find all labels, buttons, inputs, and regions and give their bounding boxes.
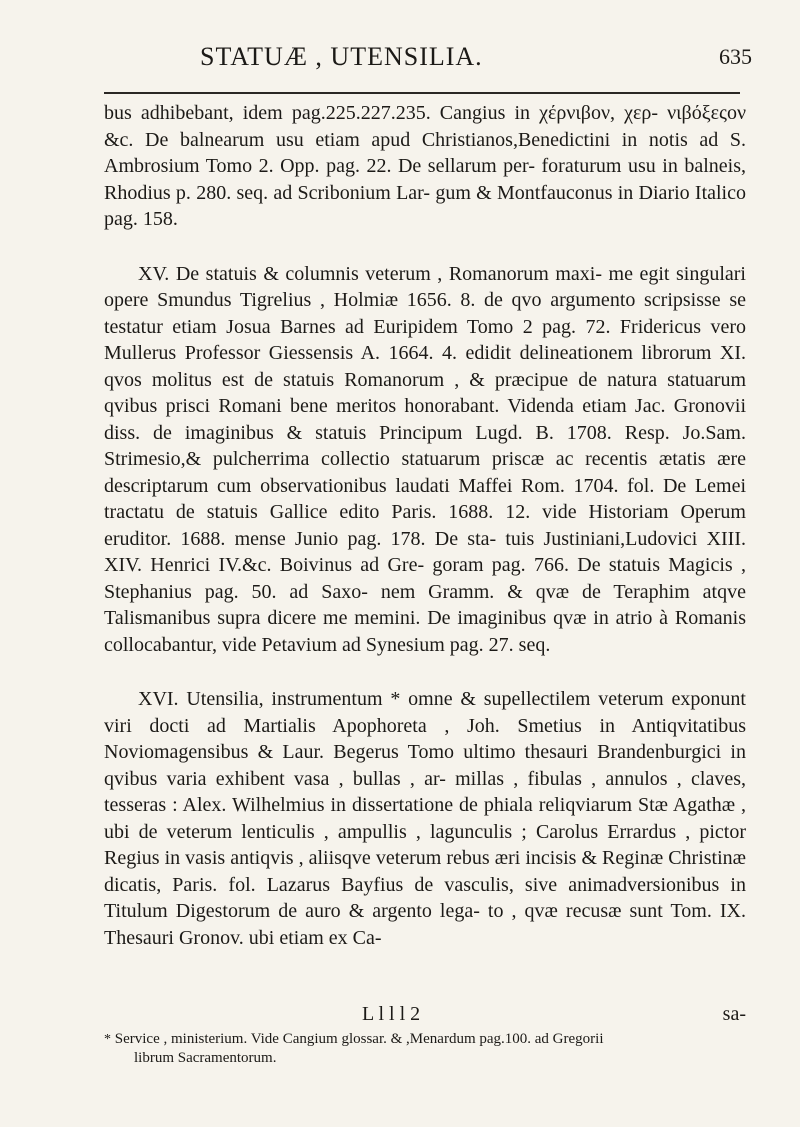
page-header	[90, 42, 760, 82]
running-title: STATUÆ , UTENSILIA.	[200, 42, 483, 71]
footnote	[104, 1030, 746, 1068]
paragraph-xv-statues: XV. De statuis & columnis veterum , Romanorum maxi- me egit singulari opere Smundus Tigrelius , Holmiæ 1656. 8. de qvo argumento scripsisse se testatur etiam Josua Barnes ad Euripidem Tomo 2 pag. 72. Fridericus vero Mullerus Professor Giessensis A. 1664. 4. edidit delineationem librorum XI. qvos molitus est de statuis Romanorum , & præcipue de natura statuarum qvibus prisci Romani bene meritos honorabant. Videnda etiam Jac. Gronovii diss. de imaginibus & statuis Principum Lugd. B. 1708. Resp. Jo.Sam. Strimesio,& pulcherrima collectio statuarum priscæ ac recentis ætatis ære descriptarum cum observationibus laudati Maffei Rom. 1704. fol. De Lemei tractatu de statuis Gallice edito Paris. 1688. 12. vide Historiam Operum eruditor. 1688. mense Junio pag. 178. De sta- tuis Justiniani,Ludovici XIII. XIV. Henrici IV.&c. Boivinus ad Gre- goram pag. 766. De statuis Magicis , Stephanius pag. 50. ad Saxo- nem Gramm. & qvæ de Teraphim atqve Talismanibus supra dicere me memini. De imaginibus qvæ in atrio à Romanis collocabantur, vide Petavium ad Synesium pag. 27. seq.	[104, 262, 746, 656]
footnote-line-1: Service , ministerium. Vide Cangium glossar. & ,Menardum pag.100. ad Gregorii	[114, 1031, 604, 1047]
paragraph-xvi-utensils: XVI. Utensilia, instrumentum * omne & supellectilem veterum exponunt viri docti ad Martialis Apophoreta , Joh. Smetius in Antiqvitatibus Noviomagensibus & Laur. Begerus Tomo ultimo thesauri Brandenburgici in qvibus varia exhibent vasa , bullas , ar- millas , fibulas , annulos , claves, tesseras : Alex. Wilhelmius in dissertatione de phiala reliqviarum Stæ Agathæ , ubi de veterum lenticulis , ampullis , lagunculis ; Carolus Errardus , pictor Regius in vasis antiqvis , aliisqve veterum rebus æri incisis & Reginæ Christinæ dicatis, Paris. fol. Lazarus Bayfius de vasculis, sive animadversionibus in Titulum Digestorum de auro & argento lega- to , qvæ recusæ sunt Tom. IX. Thesauri Gronov. ubi etiam ex Ca-	[104, 688, 746, 949]
page-number: 635	[719, 44, 752, 69]
signature-mark: L l l l 2	[362, 1003, 421, 1025]
footnote-line-2: librum Sacramentorum.	[134, 1050, 277, 1066]
header-rule	[104, 92, 740, 94]
body-text	[104, 100, 746, 951]
catchword: sa-	[722, 1003, 746, 1025]
paragraph-continuation: bus adhibebant, idem pag.225.227.235. Cangius in χέρνιβον, χερ- νιβόξεςον &c. De balnearum usu etiam apud Christianos,Benedictini in notis ad S. Ambrosium Tomo 2. Opp. pag. 22. De sellarum per- foraturum usu in balneis, Rhodius p. 280. seq. ad Scribonium Lar- gum & Montfauconus in Diario Italico pag. 158.	[104, 102, 746, 230]
footnote-marker: *	[104, 1032, 111, 1047]
